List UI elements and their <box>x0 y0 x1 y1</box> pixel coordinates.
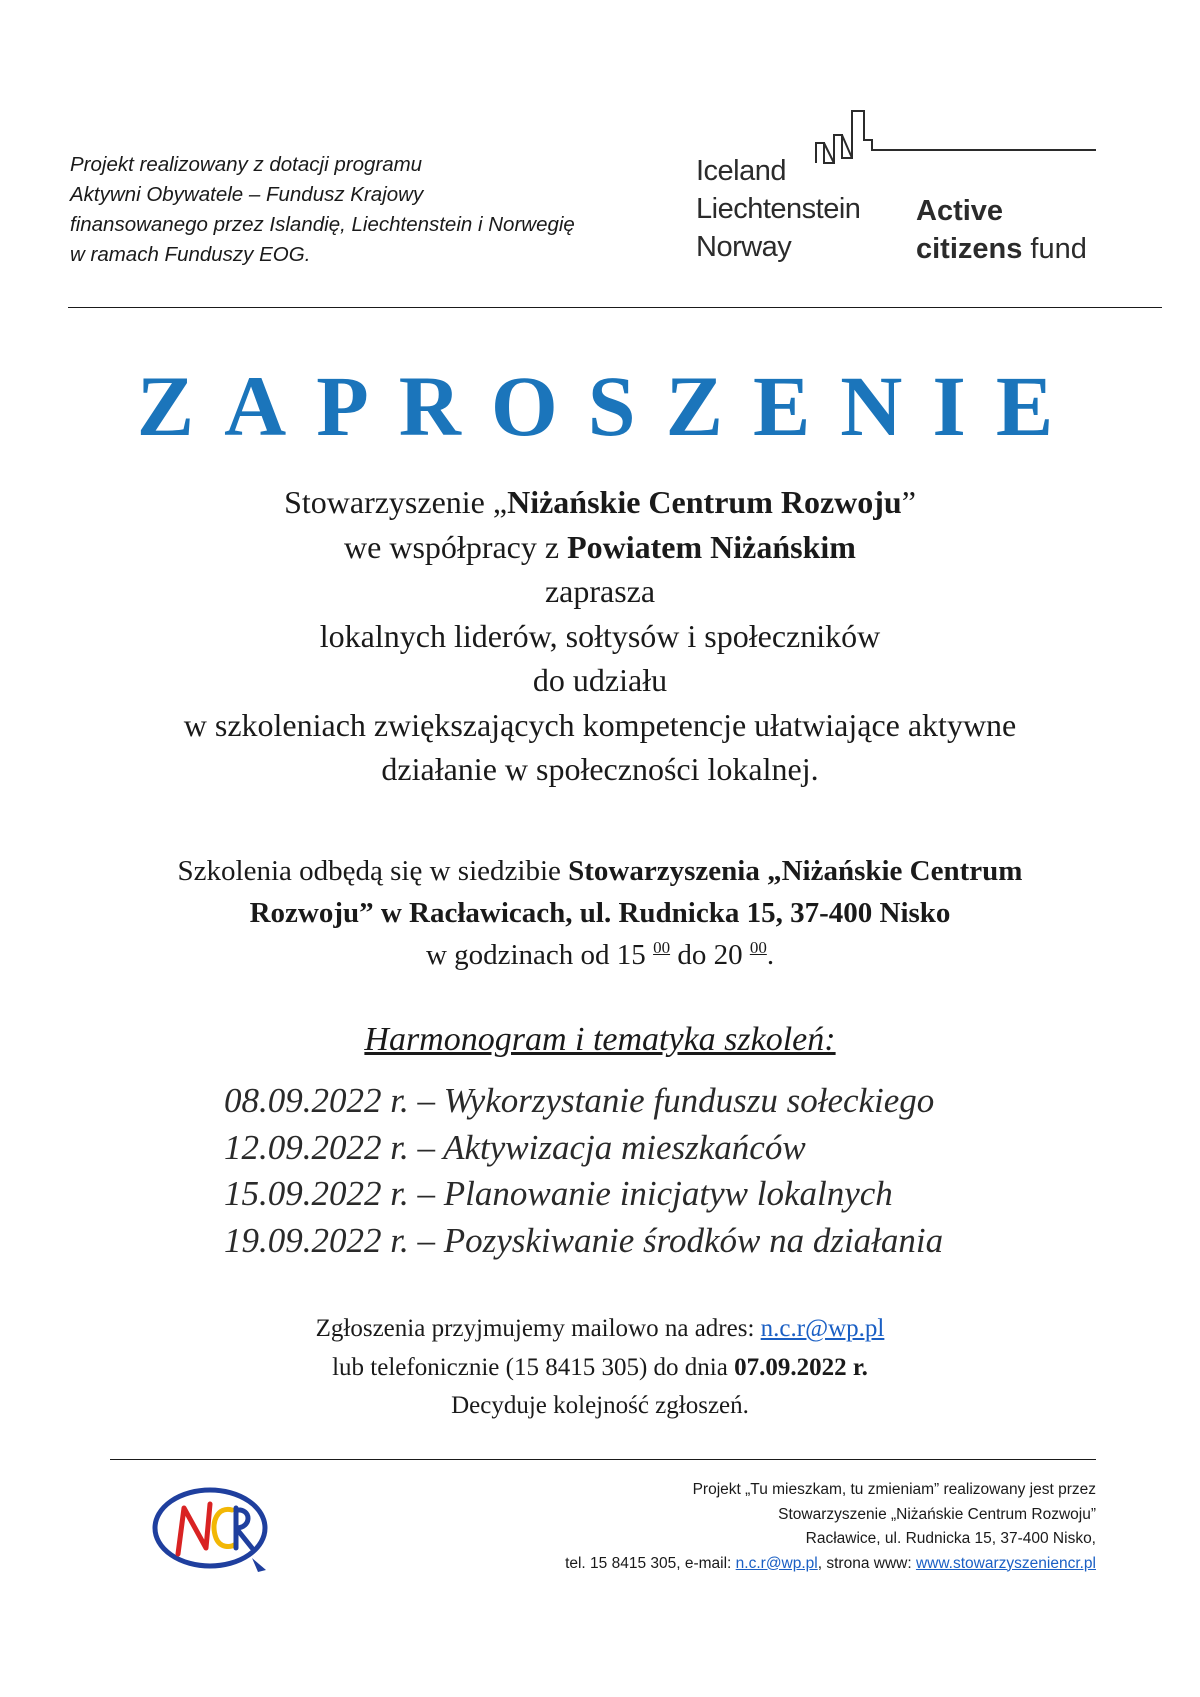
contact-line: Decyduje kolejność zgłoszeń. <box>451 1392 749 1419</box>
invite-line: Stowarzyszenie „Niżańskie Centrum Rozwoju” <box>284 484 916 520</box>
schedule-item: 08.09.2022 r. – Wykorzystanie funduszu sołeckiego <box>224 1081 935 1120</box>
footer-info <box>396 1478 1096 1576</box>
footer-line: Racławice, ul. Rudnicka 15, 37-400 Nisko, <box>805 1530 1096 1547</box>
registration-info <box>0 1310 1200 1426</box>
schedule-item: 12.09.2022 r. – Aktywizacja mieszkańców <box>224 1127 806 1167</box>
venue-info <box>0 850 1200 976</box>
invite-line: w szkoleniach zwiększających kompetencje ułatwiające aktywne <box>183 706 1017 743</box>
invite-line: lokalnych liderów, sołtysów i społeczników <box>319 617 881 654</box>
venue-line: Szkolenia odbędą się w siedzibie Stowarzyszenia „Niżańskie Centrum <box>177 855 1023 887</box>
active-citizens-fund-logo <box>696 110 1096 270</box>
invitation-text <box>0 480 1200 792</box>
logo-fund-line2-bold: citizens <box>916 233 1023 265</box>
funding-note-line: Aktywni Obywatele – Fundusz Krajowy <box>70 183 424 206</box>
logo-country: Iceland <box>696 155 787 187</box>
contact-line: lub telefonicznie (15 8415 305) do dnia 07.09.2022 r. <box>332 1353 868 1381</box>
logo-countries <box>696 152 860 266</box>
contact-line: Zgłoszenia przyjmujemy mailowo na adres: n.c.r@wp.pl <box>315 1315 885 1342</box>
funding-note-line: finansowanego przez Islandię, Liechtenstein i Norwegię <box>70 213 575 236</box>
footer-line: Projekt „Tu mieszkam, tu zmieniam” realizowany jest przez <box>692 1481 1096 1498</box>
contact-email-link[interactable]: n.c.r@wp.pl <box>760 1315 885 1342</box>
invite-line: działanie w społeczności lokalnej. <box>381 751 819 787</box>
logo-fund-line1: Active <box>916 195 1004 227</box>
logo-country: Norway <box>696 231 792 263</box>
invite-line: zaprasza <box>544 573 656 609</box>
page-title: ZAPROSZENIE <box>136 358 1084 454</box>
invite-line: we współpracy z Powiatem Niżańskim <box>344 528 856 565</box>
logo-fund-name <box>916 192 1087 268</box>
footer-email-link[interactable]: n.c.r@wp.pl <box>735 1554 818 1572</box>
footer-line: tel. 15 8415 305, e-mail: n.c.r@wp.pl, strona www: www.stowarzyszeniencr.pl <box>565 1554 1096 1572</box>
schedule-list <box>224 1078 1124 1264</box>
footer-line: Stowarzyszenie „Niżańskie Centrum Rozwoju” <box>778 1505 1096 1523</box>
schedule-item: 19.09.2022 r. – Pozyskiwanie środków na działania <box>224 1220 944 1260</box>
funding-note-line: Projekt realizowany z dotacji programu <box>70 153 423 176</box>
funding-note-line: w ramach Funduszy EOG. <box>70 243 311 266</box>
footer-divider <box>110 1459 1096 1460</box>
header-divider <box>68 307 1162 308</box>
venue-hours: w godzinach od 15 $^{00}$ do 20 $^{00}$. <box>425 938 775 971</box>
invite-line: do udziału <box>532 662 668 698</box>
ncr-logo-icon <box>148 1482 276 1578</box>
schedule-heading: Harmonogram i tematyka szkoleń: <box>364 1021 836 1058</box>
footer-website-link[interactable]: www.stowarzyszeniencr.pl <box>915 1554 1096 1572</box>
logo-country: Liechtenstein <box>696 193 861 225</box>
schedule-item: 15.09.2022 r. – Planowanie inicjatyw lokalnych <box>224 1174 893 1213</box>
funding-note <box>70 150 670 270</box>
logo-fund-line2-rest: fund <box>1022 233 1087 265</box>
venue-line: Rozwoju” w Racławicach, ul. Rudnicka 15, 37-400 Nisko <box>249 897 951 929</box>
